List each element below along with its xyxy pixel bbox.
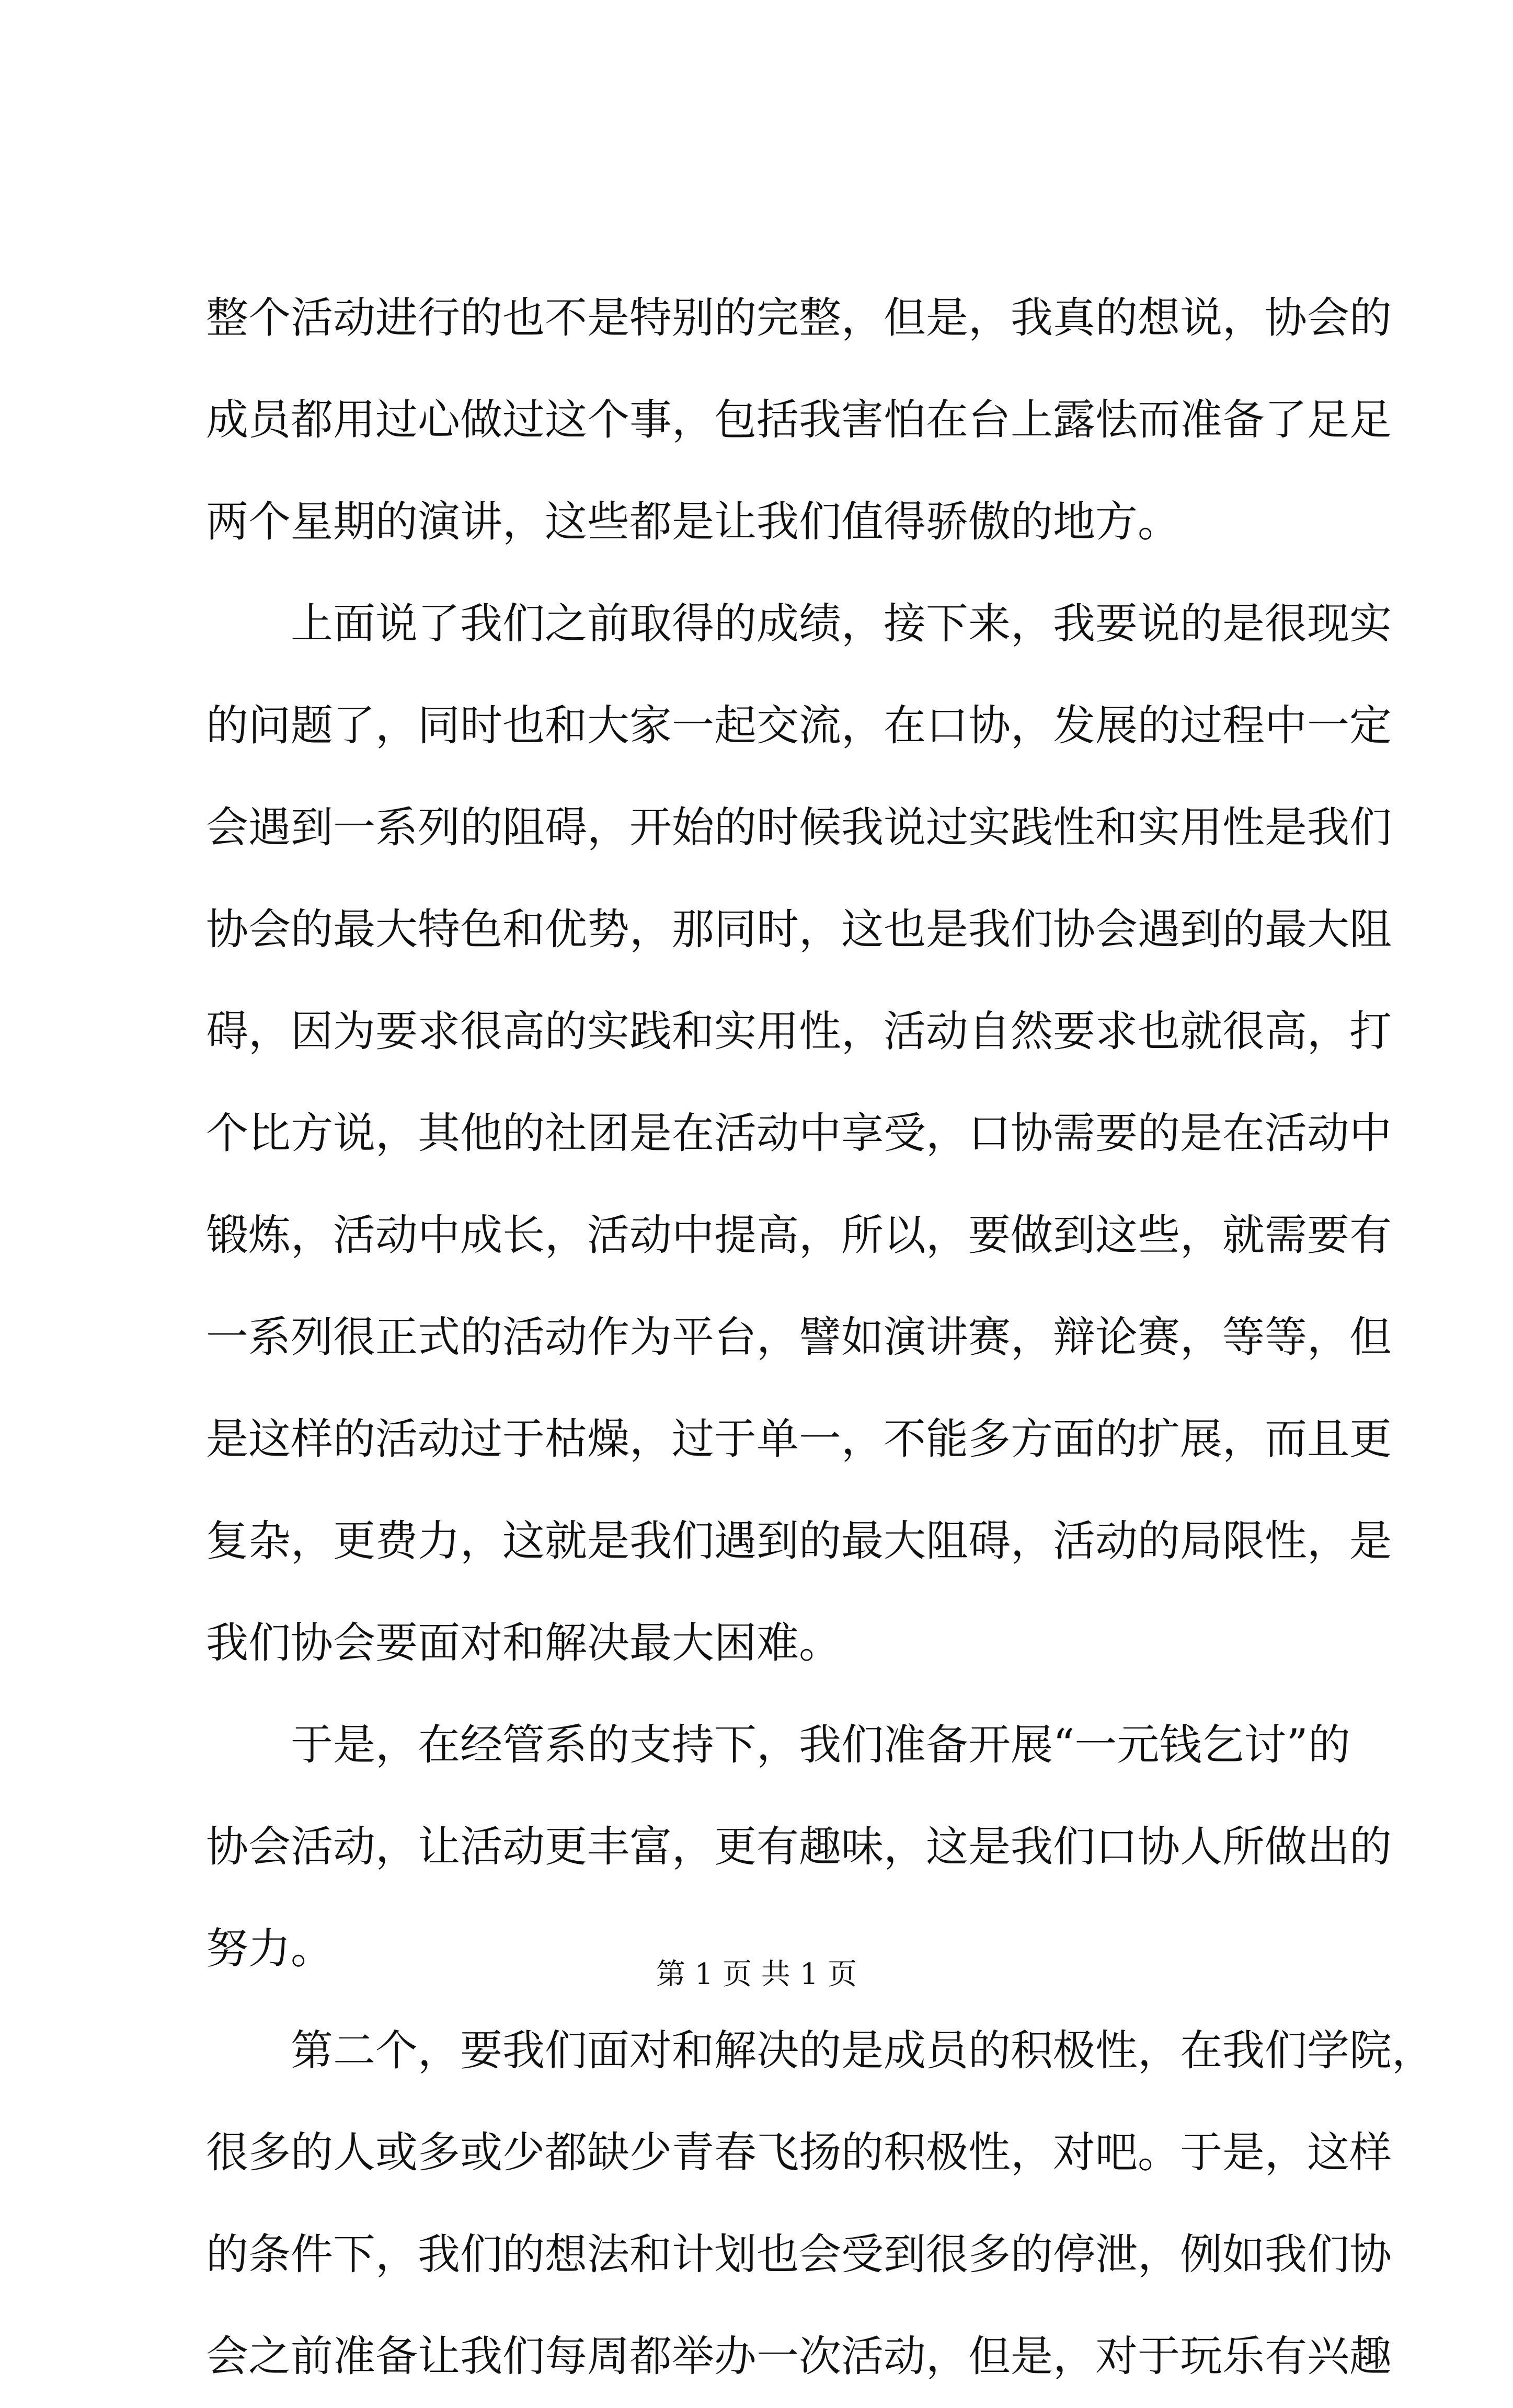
text-line: 会之前准备让我们每周都举办一次活动，但是，对于玩乐有兴趣 <box>206 2332 1392 2381</box>
page-footer <box>0 1954 1513 1996</box>
text-line: 整个活动进行的也不是特别的完整，但是，我真的想说，协会的 <box>206 294 1392 343</box>
text-line: 很多的人或多或少都缺少青春飞扬的积极性，对吧。于是，这样 <box>206 2128 1392 2177</box>
text-line: 两个星期的演讲，这些都是让我们值得骄傲的地方。 <box>206 498 1180 547</box>
text-line: 协会活动，让活动更丰富，更有趣味，这是我们口协人所做出的 <box>206 1823 1392 1872</box>
text-line: 的条件下，我们的想法和计划也会受到很多的停泄，例如我们协 <box>206 2230 1392 2279</box>
text-line: 的问题了，同时也和大家一起交流，在口协，发展的过程中一定 <box>206 701 1392 751</box>
text-line: 个比方说，其他的社团是在活动中享受，口协需要的是在活动中 <box>206 1109 1392 1158</box>
text-line: 是这样的活动过于枯燥，过于单一，不能多方面的扩展，而且更 <box>206 1415 1392 1464</box>
text-line: 协会的最大特色和优势，那同时，这也是我们协会遇到的最大阻 <box>206 905 1392 954</box>
text-line: 我们协会要面对和解决最大困难。 <box>206 1619 842 1668</box>
text-line: 上面说了我们之前取得的成绩，接下来，我要说的是很现实 <box>206 600 1392 649</box>
text-line: 努力。 <box>206 1925 334 1974</box>
text-line: 成员都用过心做过这个事，包括我害怕在台上露怯而准备了足足 <box>206 396 1392 445</box>
text-line: 碍，因为要求很高的实践和实用性，活动自然要求也就很高，打 <box>206 1007 1392 1056</box>
text-line: 第二个，要我们面对和解决的是成员的积极性，在我们学院， <box>206 2026 1435 2076</box>
text-line: 锻炼，活动中成长，活动中提高，所以，要做到这些，就需要有 <box>206 1211 1392 1260</box>
page-number-label: 第 1 页 共 1 页 <box>656 1957 857 1991</box>
text-line: 一系列很正式的活动作为平台，譬如演讲赛，辩论赛，等等，但 <box>206 1313 1392 1362</box>
text-line: 会遇到一系列的阻碍，开始的时候我说过实践性和实用性是我们 <box>206 803 1392 852</box>
body-text <box>206 268 1435 2408</box>
text-line: 复杂，更费力，这就是我们遇到的最大阻碍，活动的局限性，是 <box>206 1517 1392 1566</box>
text-line: 于是，在经管系的支持下，我们准备开展“一元钱乞讨”的 <box>206 1721 1350 1770</box>
